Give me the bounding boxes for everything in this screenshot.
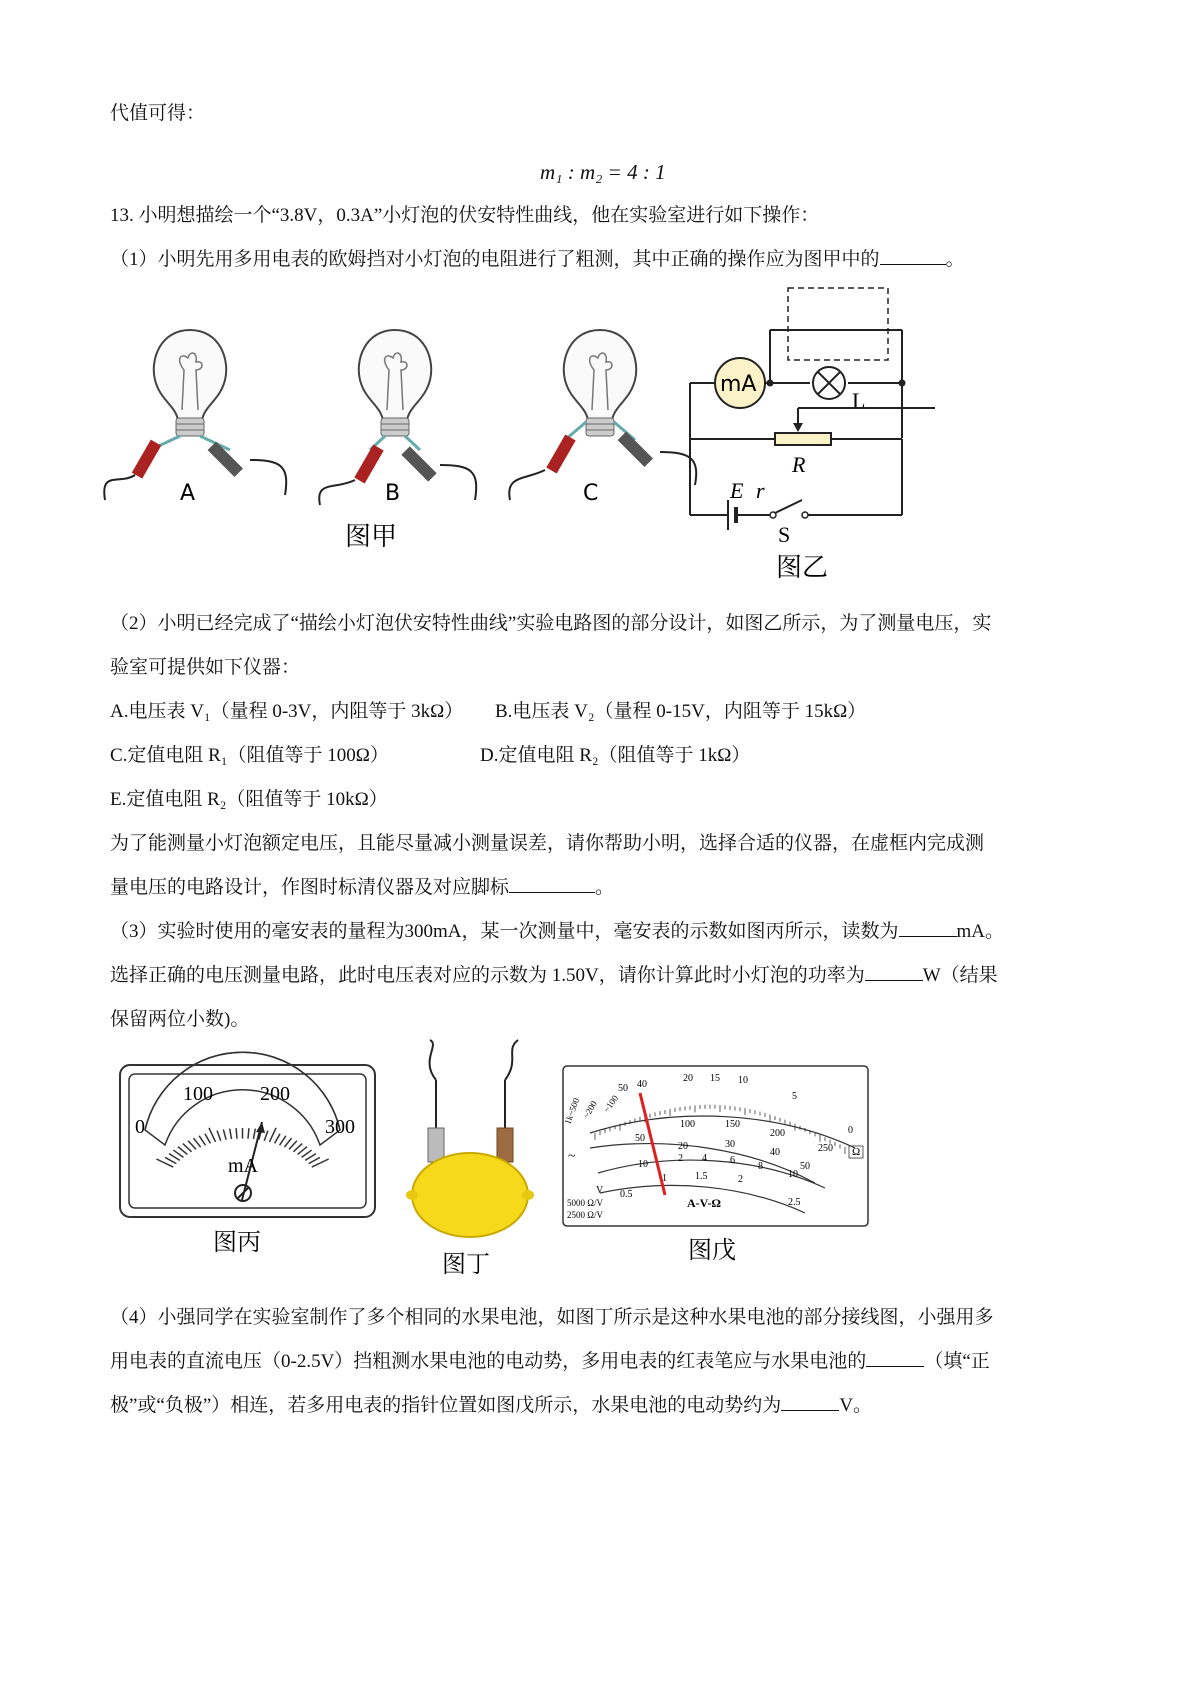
ohm-0: 0 xyxy=(848,1125,853,1136)
part2-end: 。 xyxy=(595,877,615,898)
mid-40: 40 xyxy=(770,1147,780,1158)
part3-text: （3）实验时使用的毫安表的量程为300mA，某一次测量中，毫安表的示数如图丙所示，读数为 xyxy=(110,921,899,942)
question-13: 13. 小明想描绘一个“3.8V，0.3A”小灯泡的伏安特性曲线，他在实验室进行如下操作： xyxy=(110,205,820,226)
option-d: D.定值电阻 R₂（阻值等于 1kΩ） xyxy=(480,745,751,766)
ohm-40: 40 xyxy=(637,1079,647,1090)
internal-resistance-label: r xyxy=(756,478,765,503)
wire-right xyxy=(505,1040,518,1080)
switch-label: S xyxy=(778,522,791,547)
range-1k: 1k~500 xyxy=(562,1096,582,1126)
answer-blank-2[interactable] xyxy=(509,892,595,893)
part3-line-1 xyxy=(110,916,1004,943)
part4-line-1: （4）小强同学在实验室制作了多个相同的水果电池，如图丁所示是这种水果电池的部分接线图，小强用多 xyxy=(110,1307,994,1328)
figure-jia xyxy=(100,300,700,560)
part2-line-4 xyxy=(110,872,614,899)
caption-jia: 图甲 xyxy=(345,522,398,552)
bulb-b xyxy=(319,330,476,505)
rheostat-icon xyxy=(775,433,831,445)
rheostat-label: R xyxy=(792,452,806,477)
tick-100: 100 xyxy=(183,1083,213,1105)
part4-text-3: 极”或“负极”）相连，若多用电表的指针位置如图戊所示，水果电池的电动势约为 xyxy=(110,1395,782,1416)
caption-ding: 图丁 xyxy=(442,1250,490,1278)
answer-blank-3[interactable] xyxy=(899,936,957,937)
ratio-formula: m₁ : m₂ = 4 : 1 xyxy=(540,160,666,184)
ohm-15: 15 xyxy=(710,1073,720,1084)
ac-symbol: ~ xyxy=(568,1149,576,1164)
wire-left xyxy=(430,1040,436,1080)
answer-blank-1[interactable] xyxy=(880,264,946,265)
bulb-c xyxy=(509,330,696,500)
figure-yi xyxy=(720,280,990,583)
milliammeter-label: mA xyxy=(720,372,757,397)
tick-200: 200 xyxy=(260,1083,290,1105)
part3-line-2 xyxy=(110,960,998,987)
ac-1: 1 xyxy=(662,1173,667,1184)
part4-text: 用电表的直流电压（0-2.5V）挡粗测水果电池的电动势，多用电表的红表笔应与水果电池的 xyxy=(110,1351,867,1372)
label-b: B xyxy=(385,481,401,506)
bulb-a xyxy=(104,330,286,500)
intro-line: 代值可得： xyxy=(110,103,206,124)
dc-150: 150 xyxy=(725,1119,740,1130)
caption-bing: 图丙 xyxy=(213,1228,261,1256)
answer-blank-5[interactable] xyxy=(866,1366,924,1367)
option-c: C.定值电阻 R₁（阻值等于 100Ω） xyxy=(110,745,389,766)
answer-blank-4[interactable] xyxy=(865,980,923,981)
ohm-symbol: Ω xyxy=(852,1146,861,1158)
part2-line-2: 验室可提供如下仪器： xyxy=(110,657,301,678)
low-8: 8 xyxy=(758,1161,763,1172)
low-10: 10 xyxy=(788,1169,798,1180)
switch-icon xyxy=(775,500,802,513)
dc-50: 50 xyxy=(635,1133,645,1144)
ac-0-5: 0.5 xyxy=(620,1189,633,1200)
ohm-10: 10 xyxy=(738,1075,748,1086)
lemon-icon xyxy=(412,1153,528,1237)
part3-text-2: 选择正确的电压测量电路，此时电压表对应的示数为 1.50V，请你计算此时小灯泡的功率为 xyxy=(110,965,865,986)
mid-30: 30 xyxy=(725,1139,735,1150)
low-4: 4 xyxy=(702,1153,707,1164)
answer-blank-6[interactable] xyxy=(781,1410,839,1411)
dc-100: 100 xyxy=(680,1119,695,1130)
low-6: 6 xyxy=(730,1155,735,1166)
range-200: ~200 xyxy=(581,1099,599,1120)
mid-10: 10 xyxy=(638,1159,648,1170)
dashed-box xyxy=(788,288,888,360)
figure-wu xyxy=(560,1063,875,1278)
ammeter-tick xyxy=(236,1128,237,1138)
figure-bing xyxy=(115,1060,385,1275)
tick-300: 300 xyxy=(325,1116,355,1138)
copper-electrode xyxy=(497,1128,513,1162)
ammeter-unit: mA xyxy=(228,1155,258,1177)
option-e: E.定值电阻 R₂（阻值等于 10kΩ） xyxy=(110,789,388,810)
label-a: A xyxy=(180,481,196,506)
zinc-electrode xyxy=(428,1128,444,1162)
part3-unit: mA。 xyxy=(956,921,1005,942)
label-c: C xyxy=(583,481,599,506)
part4-unit: V。 xyxy=(839,1395,873,1416)
part2-text: 量电压的电路设计，作图时标清仪器及对应脚标 xyxy=(110,877,510,898)
lamp-label: L xyxy=(852,388,866,413)
ohm-20: 20 xyxy=(683,1073,693,1084)
mid-20: 20 xyxy=(678,1141,688,1152)
spec-2500: 2500 Ω/V xyxy=(567,1210,603,1220)
part1-text: （1）小明先用多用电表的欧姆挡对小灯泡的电阻进行了粗测，其中正确的操作应为图甲中的 xyxy=(110,249,880,270)
spec-5000: 5000 Ω/V xyxy=(567,1198,603,1208)
low-2: 2 xyxy=(678,1153,683,1164)
part1-end: 。 xyxy=(945,249,965,270)
dc-200: 200 xyxy=(770,1128,785,1139)
scale-center-label: A-V-Ω xyxy=(687,1196,722,1210)
option-b: B.电压表 V₂（量程 0-15V，内阻等于 15kΩ） xyxy=(495,701,867,722)
caption-wu: 图戊 xyxy=(688,1236,736,1264)
part4-text-2: （填“正 xyxy=(924,1351,990,1372)
range-100: ~100 xyxy=(601,1093,621,1115)
part3-line-3: 保留两位小数)。 xyxy=(110,1009,250,1030)
ohm-5: 5 xyxy=(792,1091,797,1102)
part3-unit-2: W（结果 xyxy=(922,965,998,986)
caption-yi: 图乙 xyxy=(776,553,829,583)
ac-2-5: 2.5 xyxy=(788,1197,801,1208)
ammeter-tick xyxy=(248,1128,249,1138)
part1-line xyxy=(110,244,965,271)
emf-label: E xyxy=(730,478,744,503)
ohm-50: 50 xyxy=(618,1083,628,1094)
tick-0: 0 xyxy=(135,1116,145,1138)
mid-50: 50 xyxy=(800,1161,810,1172)
part4-line-2 xyxy=(110,1346,990,1373)
ac-2: 2 xyxy=(738,1174,743,1185)
part4-line-3 xyxy=(110,1390,872,1417)
part2-line-3: 为了能测量小灯泡额定电压，且能尽量减小测量误差，请你帮助小明，选择合适的仪器，在虚框内完成测 xyxy=(110,833,985,854)
dc-250: 250 xyxy=(818,1143,833,1154)
ac-1-5: 1.5 xyxy=(695,1171,708,1182)
option-a: A.电压表 V₁（量程 0-3V，内阻等于 3kΩ） xyxy=(110,701,464,722)
v-symbol: V xyxy=(596,1185,604,1196)
figure-ding xyxy=(400,1040,550,1285)
part2-line-1: （2）小明已经完成了“描绘小灯泡伏安特性曲线”实验电路图的部分设计，如图乙所示，为了测量电压，实 xyxy=(110,613,992,634)
